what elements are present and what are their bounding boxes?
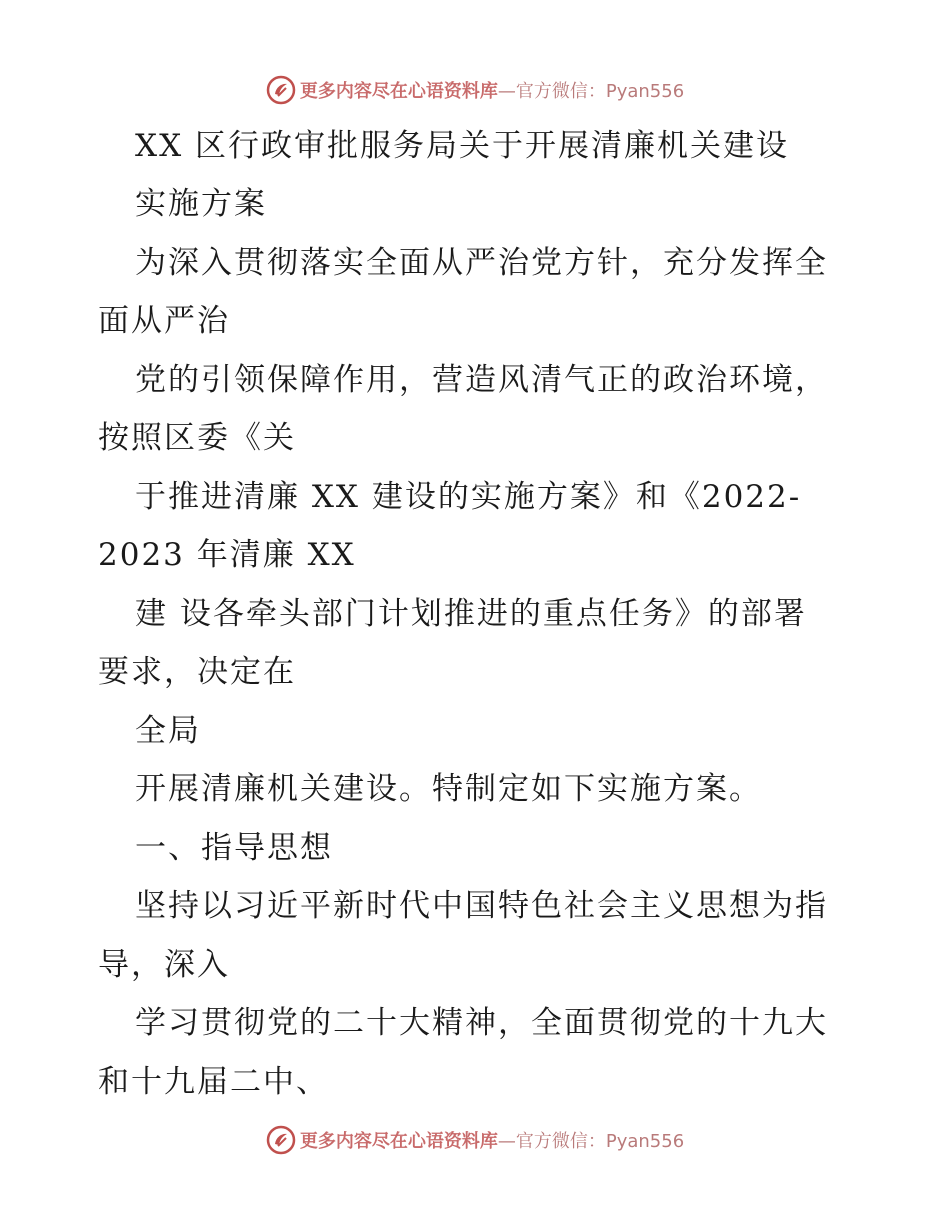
paragraph-line: 学习贯彻党的二十大精神，全面贯彻党的十九大 xyxy=(135,1005,828,1041)
paragraph-line: 和十九届二中、 xyxy=(98,1064,329,1100)
paragraph-line: 为深入贯彻落实全面从严治党方针，充分发挥全 xyxy=(135,245,828,281)
paragraph-line: 党的引领保障作用，营造风清气正的政治环境， xyxy=(135,362,828,398)
paragraph-line: 2023 年清廉 XX xyxy=(98,537,356,573)
paragraph-line: 坚持以习近平新时代中国特色社会主义思想为指 xyxy=(135,888,828,924)
paragraph-line: 按照区委《关 xyxy=(98,420,296,456)
watermark-text xyxy=(300,77,684,103)
red-flame-logo-icon xyxy=(266,1125,296,1155)
paragraph-line: 开展清廉机关建设。特制定如下实施方案。 xyxy=(135,771,762,807)
watermark-suffix: —官方微信：Pyan556 xyxy=(497,1131,685,1152)
footer-watermark xyxy=(0,1125,950,1155)
document-title-line-1: XX 区行政审批服务局关于开展清廉机关建设 xyxy=(135,128,789,164)
paragraph-line: 导，深入 xyxy=(98,947,230,983)
watermark-brand: 更多内容尽在心语资料库 xyxy=(299,1131,498,1152)
section-heading: 一、指导思想 xyxy=(135,830,333,866)
paragraph-line: 全局 xyxy=(135,713,201,749)
paragraph-line: 面从严治 xyxy=(98,303,230,339)
paragraph-line: 建 设各牵头部门计划推进的重点任务》的部署 xyxy=(135,596,807,632)
document-title-line-2: 实施方案 xyxy=(135,186,267,222)
watermark-text xyxy=(300,1127,684,1153)
watermark-suffix: —官方微信：Pyan556 xyxy=(497,81,685,102)
header-watermark xyxy=(0,75,950,105)
paragraph-line: 于推进清廉 XX 建设的实施方案》和《2022- xyxy=(135,479,802,515)
watermark-brand: 更多内容尽在心语资料库 xyxy=(299,81,498,102)
red-flame-logo-icon xyxy=(266,75,296,105)
paragraph-line: 要求，决定在 xyxy=(98,654,296,690)
